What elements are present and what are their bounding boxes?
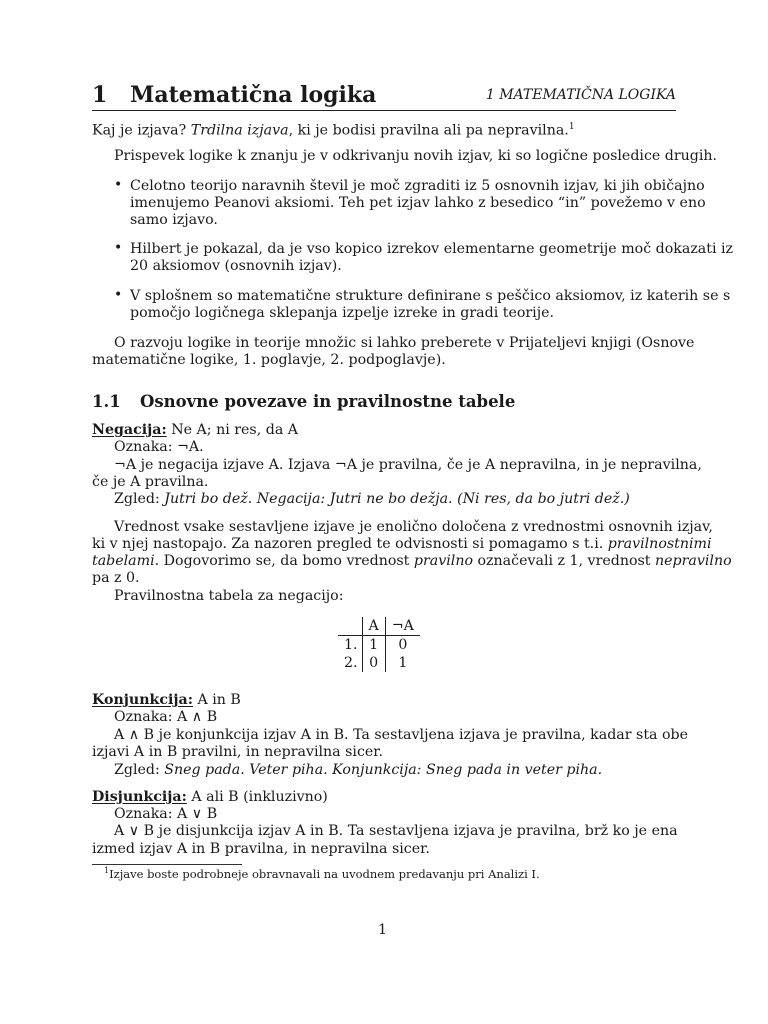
konjunkcija-heading: Konjunkcija: A in B	[92, 692, 241, 708]
konjunkcija-oznaka: Oznaka: A ∧ B	[114, 709, 218, 725]
negacija-oznaka: Oznaka: ¬A.	[114, 439, 204, 455]
vrednost-line-1: Vrednost vsake sestavljene izjave je enolično določena z vrednostmi osnovnih izjav,	[114, 519, 713, 535]
bullet-1-line-2: imenujemo Peanovi aksiomi. Teh pet izjav lahko z besedico “in” povežemo v eno	[130, 195, 706, 211]
konjunkcija-desc-1: A ∧ B je konjunkcija izjav A in B. Ta sestavljena izjava je pravilna, kadar sta obe	[114, 727, 689, 743]
bullet-1-line-1: Celotno teorijo naravnih števil je moč zgraditi iz 5 osnovnih izjav, ki jih običajno	[130, 178, 705, 194]
vrednost-line-4: pa z 0.	[92, 570, 140, 586]
footnote-mark[interactable]: 1	[568, 122, 575, 132]
negacija-desc-2: če je A pravilna.	[92, 474, 209, 490]
bullet-3-line-2: pomočjo logičnega sklepanja izpelje izreke in gradi teorije.	[130, 305, 555, 321]
negacija-desc-1: ¬A je negacija izjave A. Izjava ¬A je pravilna, če je A nepravilna, in je nepravilna,	[114, 457, 702, 473]
running-head: 1 MATEMATIČNA LOGIKA	[485, 87, 676, 103]
page-number: 1	[378, 922, 388, 938]
bullet-3-line-1: V splošnem so matematične strukture definirane s peščico aksiomov, iz katerih se s	[130, 288, 731, 304]
bullet-2-line-1: Hilbert je pokazal, da je vso kopico izrekov elementarne geometrije moč dokazati iz	[130, 241, 734, 257]
section-heading: 1.1 Osnovne povezave in pravilnostne tabele	[92, 392, 516, 411]
konjunkcija-desc-2: izjavi A in B pravilni, in nepravilna sicer.	[92, 744, 384, 760]
bullet-2-line-2: 20 aksiomov (osnovnih izjav).	[130, 258, 342, 274]
disjunkcija-desc-2: izmed izjav A in B pravilna, in nepravilna sicer.	[92, 841, 430, 857]
vrednost-line-3: tabelami. Dogovorimo se, da bomo vrednost pravilno označevali z 1, vrednost nepravilno	[92, 553, 732, 569]
bullet-1-line-3: samo izjavo.	[130, 212, 218, 228]
table-row: 1. 1 0	[344, 637, 408, 653]
footnote: $^1$Izjave boste podrobneje obravnavali na uvodnem predavanju pri Analizi I.	[104, 866, 540, 881]
chapter-title: 1 Matematična logika	[92, 82, 377, 108]
table-row: 2. 0 1	[344, 655, 408, 671]
table-caption: Pravilnostna tabela za negacijo:	[114, 588, 344, 604]
vrednost-line-2: ki v njej nastopajo. Za nazoren pregled te odvisnosti si pomagamo s t.i. pravilnostnimi	[92, 536, 712, 552]
disjunkcija-oznaka: Oznaka: A ∨ B	[114, 806, 218, 822]
page-header	[92, 82, 676, 111]
konjunkcija-zgled: Zgled: Sneg pada. Veter piha. Konjunkcija: Sneg pada in veter piha.	[114, 762, 603, 778]
outro-line-2: matematične logike, 1. poglavje, 2. podpoglavje).	[92, 352, 446, 368]
outro-line-1: O razvoju logike in teorije množic si lahko preberete v Prijateljevi knjigi (Osnove	[114, 335, 695, 351]
bullet-icon: •	[114, 177, 123, 193]
disjunkcija-heading: Disjunkcija: A ali B (inkluzivno)	[92, 789, 328, 805]
table-row: A ¬A	[338, 617, 420, 636]
bullet-icon: •	[114, 240, 123, 256]
negacija-heading: Negacija: Ne A; ni res, da A	[92, 422, 299, 438]
bullet-icon: •	[114, 287, 123, 303]
disjunkcija-desc-1: A ∨ B je disjunkcija izjav A in B. Ta sestavljena izjava je pravilna, brž ko je ena	[114, 823, 678, 839]
negacija-zgled: Zgled: Jutri bo dež. Negacija: Jutri ne bo dežja. (Ni res, da bo jutri dež.)	[114, 491, 630, 507]
intro-question: Kaj je izjava? Trdilna izjava, ki je bodisi pravilna ali pa nepravilna.$^1$	[92, 122, 575, 139]
intro-paragraph: Prispevek logike k znanju je v odkrivanju novih izjav, ki so logične posledice drugih.	[114, 148, 718, 164]
truth-table-negacija	[338, 617, 420, 672]
page	[92, 0, 734, 1024]
footnote-rule	[92, 864, 242, 865]
